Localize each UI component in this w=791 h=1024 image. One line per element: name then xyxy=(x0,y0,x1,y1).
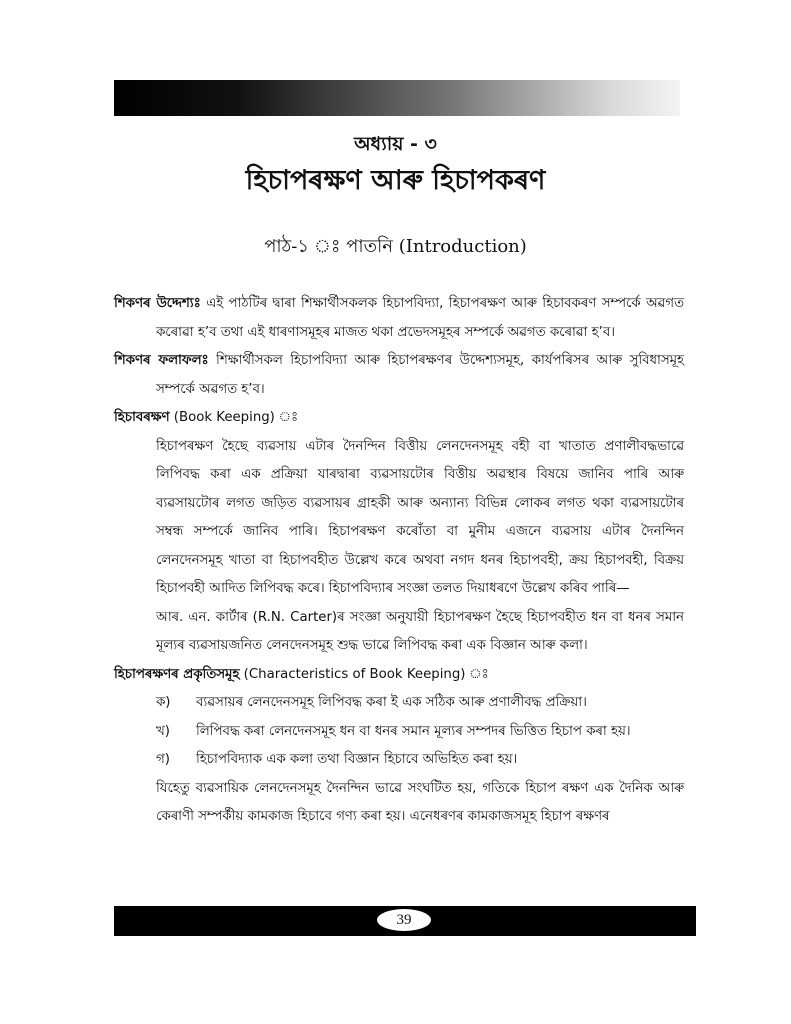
characteristics-suffix: (Characteristics of Book Keeping) ঃ xyxy=(239,666,489,682)
body-text xyxy=(114,290,684,832)
list-item xyxy=(114,689,684,718)
bookkeeping-paragraph-1: হিচাপৰক্ষণ হৈছে ব্যৱসায় এটাৰ দৈনন্দিন বিত্তীয় লেনদেনসমূহ বহী বা খাতাত প্ৰণালীবদ্ধভাৱে লিপিবদ্ধ কৰা এক প্ৰক্ৰিয়া যাৰদ্বাৰা ব্যৱসায়টোৰ বিত্তীয় অৱস্থাৰ বিষয়ে জানিব পাৰি আৰু ব্যৱসায়টোৰ লগত জড়িত ব্যৱসায়ৰ গ্ৰাহকী আৰু অন্যান্য বিভিন্ন লোকৰ লগত থকা ব্যৱসায়টোৰ সম্বন্ধ সম্পৰ্কে জানিব পাৰি। হিচাপৰক্ষণ কৰোঁতা বা মুনীম এজনে ব্যৱসায় এটাৰ দৈনন্দিন লেনদেনসমূহ খাতা বা হিচাপবহীত উল্লেখ কৰে অথবা নগদ ধনৰ হিচাপবহী, ক্ৰয় হিচাপবহী, বিক্ৰয় হিচাপবহী আদিত লিপিবদ্ধ কৰে। হিচাপবিদ্যাৰ সংজ্ঞা তলত দিয়াধৰণে উল্লেখ কৰিব পাৰি— xyxy=(156,438,684,596)
list-item xyxy=(114,746,684,775)
list-item-text: ব্যৱসায়ৰ লেনদেনসমূহ লিপিবদ্ধ কৰা ই এক সঠিক আৰু প্ৰণালীবদ্ধ প্ৰক্ৰিয়া। xyxy=(196,695,587,710)
characteristics-heading xyxy=(114,661,684,690)
objective-text: এই পাঠটিৰ দ্বাৰা শিক্ষাৰ্থীসকলক হিচাপবিদ্যা, হিচাপৰক্ষণ আৰু হিচাবকৰণ সম্পৰ্কে অৱগত কৰোৱা হ’ব তথা এই ধাৰণাসমূহৰ মাজত থকা প্ৰভেদসমূহৰ সম্পৰ্কে অৱগত কৰোৱা হ’ব। xyxy=(156,296,684,340)
lesson-heading: পাঠ-১ ঃ পাতনি (Introduction) xyxy=(264,236,527,257)
bookkeeping-heading xyxy=(114,404,684,433)
bookkeeping-suffix: (Book Keeping) ঃ xyxy=(169,410,299,425)
list-item-marker: গ) xyxy=(156,752,170,767)
objective-paragraph xyxy=(114,290,684,347)
outcome-paragraph xyxy=(114,347,684,404)
list-item-text: লিপিবদ্ধ কৰা লেনদেনসমূহ ধন বা ধনৰ সমান মূল্যৰ সম্পদৰ ভিত্তিত হিচাপ কৰা হয়। xyxy=(196,723,631,739)
page-number: 39 xyxy=(376,908,432,932)
outcome-label: শিকণৰ ফলাফলঃ xyxy=(114,353,209,368)
bookkeeping-paragraph-2: আৰ. এন. কাৰ্টাৰ (R.N. Carter)ৰ সংজ্ঞা অনুযায়ী হিচাপৰক্ষণ হৈছে হিচাপবহীত ধন বা ধনৰ সমান মূল্যৰ ব্যৱসায়জনিত লেনদেনসমূহ শুদ্ধ ভাৱে লিপিবদ্ধ কৰা এক বিজ্ঞান আৰু কলা। xyxy=(156,609,684,653)
page-title: হিচাপৰক্ষণ আৰু হিচাপকৰণ xyxy=(245,165,546,196)
characteristics-label: হিচাপৰক্ষণৰ প্ৰকৃতিসমূহ xyxy=(114,666,240,682)
outcome-text: শিক্ষাৰ্থীসকল হিচাপবিদ্যা আৰু হিচাপৰক্ষণৰ উদ্দেশ্যসমূহ, কাৰ্যপৰিসৰ আৰু সুবিধাসমূহ সম্পৰ্কে অৱগত হ’ব। xyxy=(156,353,684,397)
list-item-marker: ক) xyxy=(156,695,171,710)
list-item-marker: খ) xyxy=(156,723,170,739)
objective-label: শিকণৰ উদ্দেশ্যঃ xyxy=(114,296,201,311)
list-item-text: হিচাপবিদ্যাক এক কলা তথা বিজ্ঞান হিচাবে অভিহিত কৰা হয়। xyxy=(196,752,518,767)
header-gradient-bar xyxy=(114,80,680,116)
bookkeeping-label: হিচাবৰক্ষণ xyxy=(114,410,170,425)
closing-paragraph: যিহেতু ব্যৱসায়িক লেনদেনসমূহ দৈনন্দিন ভাৱে সংঘটিত হয়, গতিকে হিচাপ ৰক্ষণ এক দৈনিক আৰু কেৰাণী সম্পৰ্কীয় কামকাজ হিচাবে গণ্য কৰা হয়। এনেধৰণৰ কামকাজসমূহ হিচাপ ৰক্ষণৰ xyxy=(156,780,684,824)
chapter-heading: অধ্যায় - ৩ xyxy=(354,133,437,155)
list-item xyxy=(114,718,684,747)
